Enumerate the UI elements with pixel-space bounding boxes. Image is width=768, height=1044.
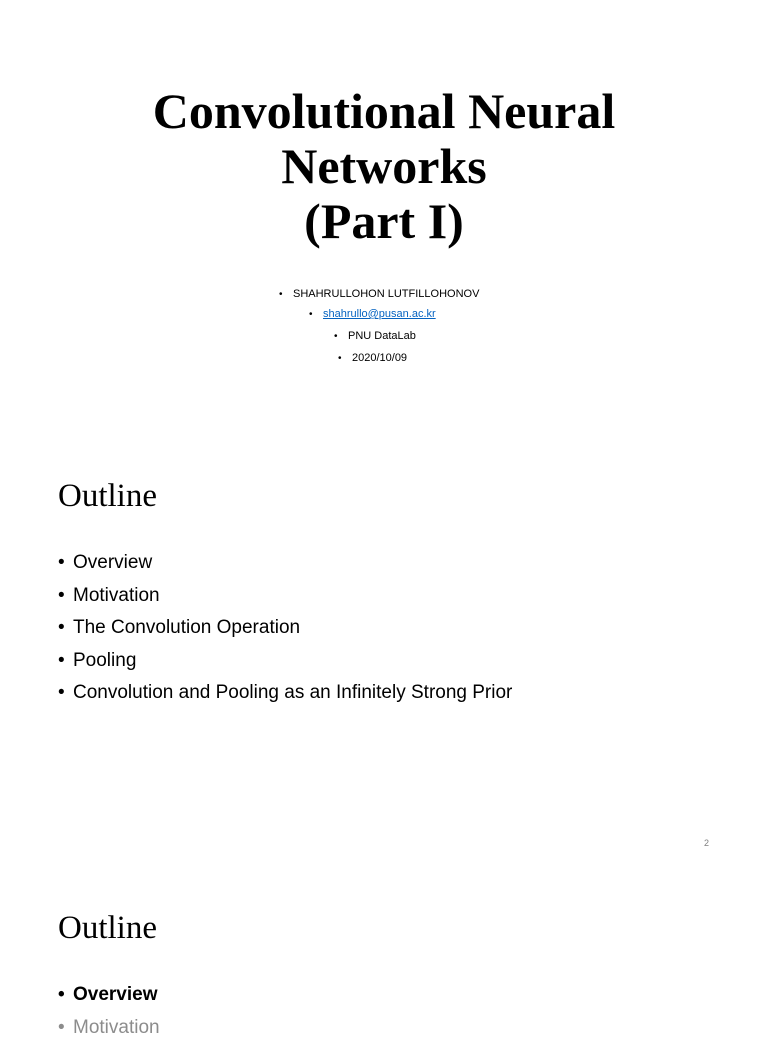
list-item-label: Convolution and Pooling as an Infinitely Strong Prior bbox=[73, 682, 512, 703]
list-item bbox=[58, 580, 512, 613]
slide-heading: Outline bbox=[58, 906, 157, 950]
presentation-date: 2020/10/09 bbox=[352, 352, 407, 364]
list-item-active bbox=[58, 979, 160, 1012]
bullet-icon: • bbox=[58, 1012, 73, 1044]
author-name: SHAHRULLOHON LUTFILLOHONOV bbox=[293, 288, 479, 300]
bullet-icon: • bbox=[58, 645, 73, 678]
list-item-label: Motivation bbox=[73, 1017, 160, 1038]
list-item-label: Motivation bbox=[73, 585, 160, 606]
lab-name: PNU DataLab bbox=[348, 330, 416, 342]
list-item bbox=[58, 612, 512, 645]
list-item bbox=[58, 677, 512, 710]
title-slide bbox=[0, 0, 768, 432]
bullet-icon: • bbox=[58, 979, 73, 1012]
title-line: (Part I) bbox=[0, 194, 768, 249]
lab-item bbox=[334, 325, 416, 347]
slide-heading: Outline bbox=[58, 474, 157, 518]
title-line: Networks bbox=[0, 139, 768, 194]
author-name-item bbox=[279, 283, 479, 305]
list-item-label: The Convolution Operation bbox=[73, 617, 300, 638]
bullet-icon: • bbox=[58, 580, 73, 613]
slide-title bbox=[0, 84, 768, 249]
list-item bbox=[58, 1012, 160, 1044]
bullet-icon: • bbox=[58, 612, 73, 645]
page-number: 2 bbox=[704, 838, 709, 848]
list-item bbox=[58, 645, 512, 678]
date-item bbox=[338, 347, 407, 369]
list-item-label: Overview bbox=[73, 984, 158, 1005]
outline-slide-partial bbox=[0, 864, 768, 1024]
title-line: Convolutional Neural bbox=[0, 84, 768, 139]
outline-list bbox=[58, 547, 512, 710]
email-link[interactable]: shahrullo@pusan.ac.kr bbox=[323, 308, 436, 320]
author-email-item bbox=[309, 303, 436, 325]
bullet-icon: • bbox=[279, 284, 293, 306]
list-item bbox=[58, 547, 512, 580]
bullet-icon: • bbox=[58, 547, 73, 580]
list-item-label: Overview bbox=[73, 552, 152, 573]
bullet-icon: • bbox=[58, 677, 73, 710]
outline-list bbox=[58, 979, 160, 1044]
bullet-icon: • bbox=[338, 348, 352, 370]
bullet-icon: • bbox=[309, 304, 323, 326]
list-item-label: Pooling bbox=[73, 650, 136, 671]
bullet-icon: • bbox=[334, 326, 348, 348]
outline-slide bbox=[0, 432, 768, 864]
